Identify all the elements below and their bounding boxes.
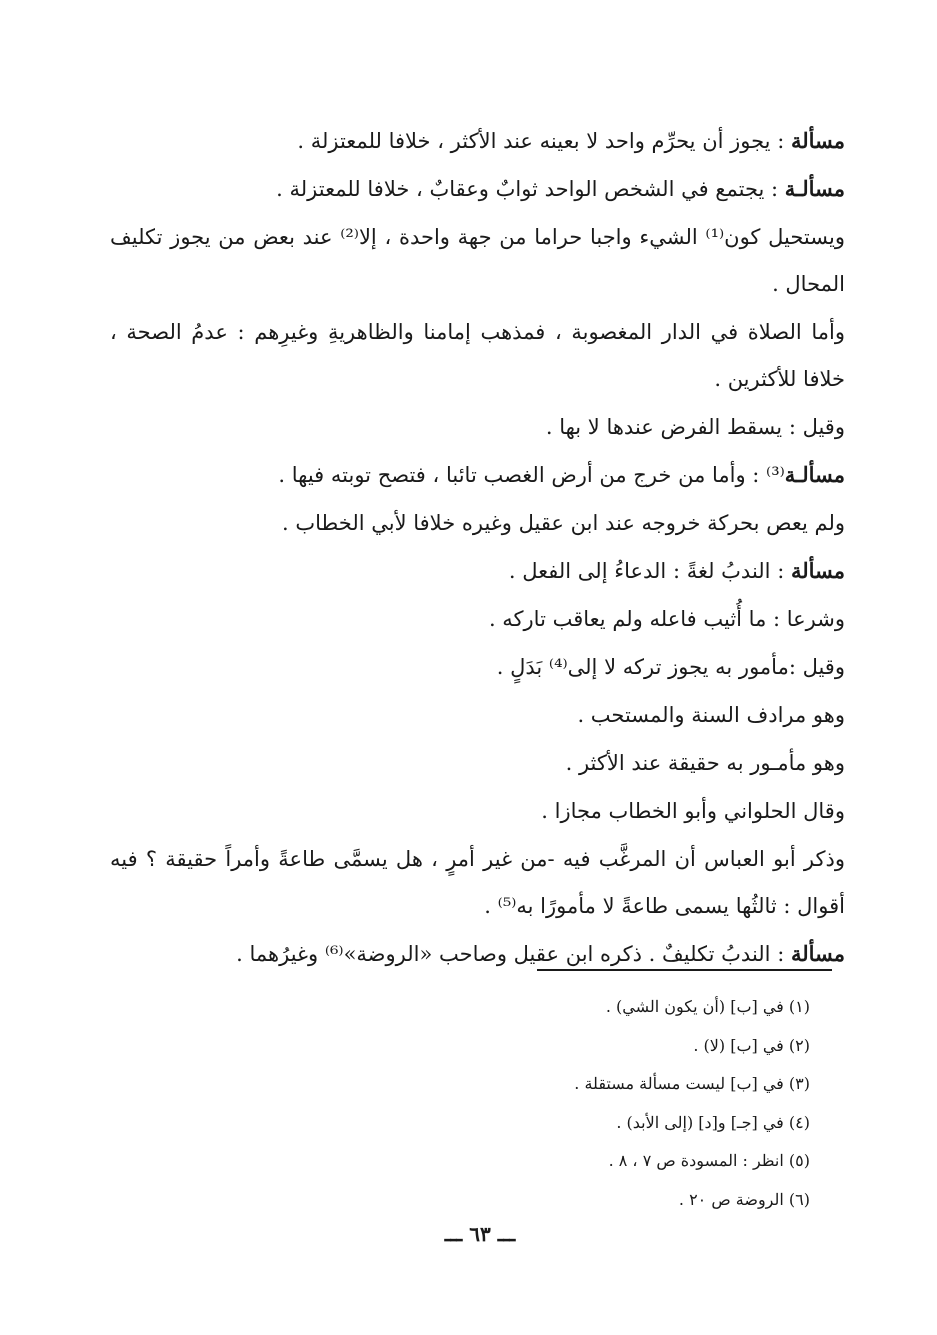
paragraph-text: وهو مأمـور به حقيقة عند الأكثر . bbox=[565, 751, 845, 775]
footnotes bbox=[300, 988, 810, 1219]
paragraph-text: وذكر أبو العباس أن المرغَّب فيه -من غير أمرٍ ، هل يسمَّى طاعةً وأمراً حقيقة ؟ فيه أقوال : ثالثُها يسمى طاعةً لا مأمورًا به⁽⁵⁾ . bbox=[110, 847, 845, 918]
paragraph-text: : يجتمع في الشخص الواحد ثوابٌ وعقابٌ ، خلافا للمعتزلة . bbox=[276, 177, 785, 201]
paragraph-text: وهو مرادف السنة والمستحب . bbox=[577, 703, 845, 727]
footnote-separator bbox=[537, 969, 832, 971]
paragraph-text: وقال الحلواني وأبو الخطاب مجازا . bbox=[541, 799, 845, 823]
footnote-5: (٥) انظر : المسودة ص ٧ ، ٨ . bbox=[608, 1151, 810, 1170]
page-number: ـــ ٦٣ ـــ bbox=[444, 1222, 516, 1246]
paragraph-text: ويستحيل كون⁽¹⁾ الشيء واجبا حراما من جهة واحدة ، إلا⁽²⁾ عند بعض من يجوز تكليف المحال . bbox=[110, 225, 845, 296]
paragraph-text: وقيل : يسقط الفرض عندها لا بها . bbox=[545, 415, 845, 439]
paragraph-text: وشرعا : ما أُثيب فاعله ولم يعاقب تاركه . bbox=[488, 607, 845, 631]
paragraph-text: ⁽³⁾ : وأما من خرج من أرض الغصب تائبا ، فتصح توبته فيها . bbox=[278, 463, 785, 487]
paragraph-11 bbox=[110, 691, 845, 739]
paragraph-5 bbox=[110, 403, 845, 451]
paragraph-text: : يجوز أن يحرِّم واحد لا بعينه عند الأكثر ، خلافا للمعتزلة . bbox=[297, 129, 791, 153]
paragraph-text: وقيل :مأمور به يجوز تركه لا إلى⁽⁴⁾ بَدَلٍ . bbox=[496, 655, 845, 679]
issue-heading: مسألـة bbox=[784, 462, 845, 487]
paragraph-text: وأما الصلاة في الدار المغصوبة ، فمذهب إمامنا والظاهريةِ وغيرِهم : عدمُ الصحة ، خلافا للأكثرين . bbox=[110, 320, 845, 391]
paragraph-6 bbox=[110, 451, 845, 499]
paragraph-1 bbox=[110, 117, 845, 165]
issue-heading: مسألـة bbox=[784, 176, 845, 201]
paragraph-2 bbox=[110, 165, 845, 213]
paragraph-13 bbox=[110, 787, 845, 835]
paragraph-12 bbox=[110, 739, 845, 787]
main-text bbox=[110, 117, 845, 978]
paragraph-text: : الندبُ تكليفٌ . ذكره ابن عقيل وصاحب «الروضة»⁽⁶⁾ وغيرُهما . bbox=[236, 942, 791, 966]
footnote-4: (٤) في [جـ] و[د] (إلى الأبد) . bbox=[616, 1112, 810, 1132]
footnote-6: (٦) الروضة ص ٢٠ . bbox=[678, 1189, 810, 1209]
issue-heading: مسألة bbox=[790, 941, 845, 966]
paragraph-9 bbox=[110, 595, 845, 643]
paragraph-7 bbox=[110, 499, 845, 547]
paragraph-text: ولم يعص بحركة خروجه عند ابن عقيل وغيره خلافا لأبي الخطاب . bbox=[282, 511, 845, 535]
issue-heading: مسألة bbox=[790, 558, 845, 583]
paragraph-14 bbox=[110, 835, 845, 930]
paragraph-10 bbox=[110, 643, 845, 691]
paragraph-8 bbox=[110, 547, 845, 595]
paragraph-4 bbox=[110, 308, 845, 403]
paragraph-3 bbox=[110, 213, 845, 308]
footnote-1: (١) في [ب] (أن يكون الشي) . bbox=[605, 997, 810, 1016]
issue-heading: مسألة bbox=[790, 128, 845, 153]
paragraph-text: : الندبُ لغةً : الدعاءُ إلى الفعل . bbox=[508, 559, 791, 583]
footnote-3: (٣) في [ب] ليست مسألة مستقلة . bbox=[574, 1074, 810, 1093]
footnote-2: (٢) في [ب] (لا) . bbox=[693, 1035, 810, 1055]
